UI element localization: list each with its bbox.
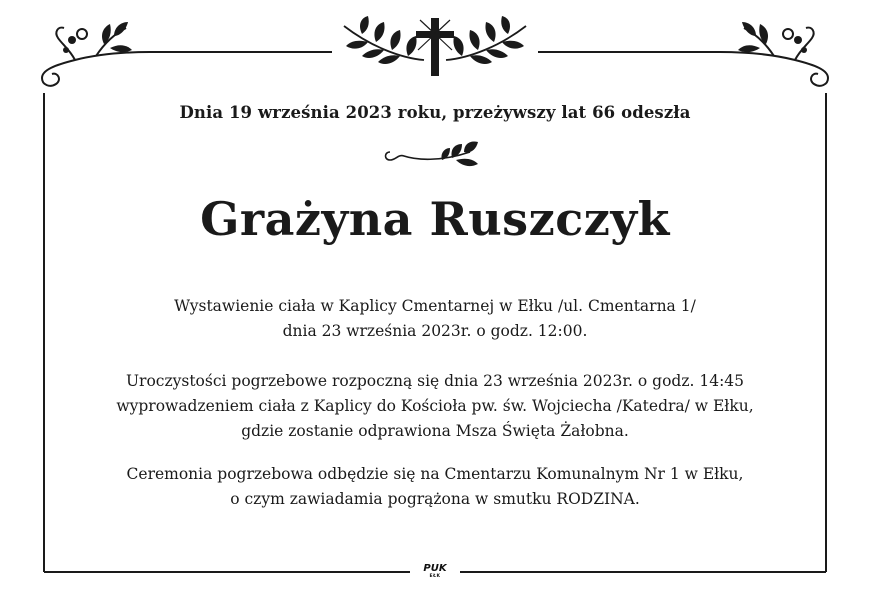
laurel-branch-right-icon [446, 16, 526, 64]
cross-icon [416, 18, 454, 76]
paragraph-ceremony [0, 369, 870, 444]
deceased-name: Grażyna Ruszczyk [200, 192, 670, 246]
intro-line: Dnia 19 września 2023 roku, przeżywszy lat 66 odeszła [179, 103, 691, 122]
paragraph-line: Wystawienie ciała w Kaplicy Cmentarnej w Ełku /ul. Cmentarna 1/ [174, 297, 696, 315]
paragraph-line: Ceremonia pogrzebowa odbędzie się na Cmentarzu Komunalnym Nr 1 w Ełku, [126, 465, 744, 483]
leaf-sprig-icon [386, 141, 479, 166]
paragraph-line: dnia 23 września 2023r. o godz. 12:00. [282, 322, 588, 340]
paragraph-viewing [0, 294, 870, 344]
paragraph-line: Uroczystości pogrzebowe rozpoczną się dnia 23 września 2023r. o godz. 14:45 [125, 372, 745, 390]
paragraph-line: o czym zawiadamia pogrążona w smutku RODZINA. [230, 490, 640, 508]
corner-flourish-right-icon [720, 22, 828, 86]
logo-main-text: PUK [423, 563, 447, 574]
paragraph-burial [0, 462, 870, 512]
paragraph-line: gdzie zostanie odprawiona Msza Święta Żałobna. [241, 422, 629, 440]
logo-sub-text: EŁK [429, 574, 441, 579]
footer-logo [413, 563, 457, 581]
laurel-branch-left-icon [344, 16, 424, 64]
corner-flourish-left-icon [42, 22, 150, 86]
paragraph-line: wyprowadzeniem ciała z Kaplicy do Kościoła pw. św. Wojciecha /Katedra/ w Ełku, [116, 397, 754, 415]
